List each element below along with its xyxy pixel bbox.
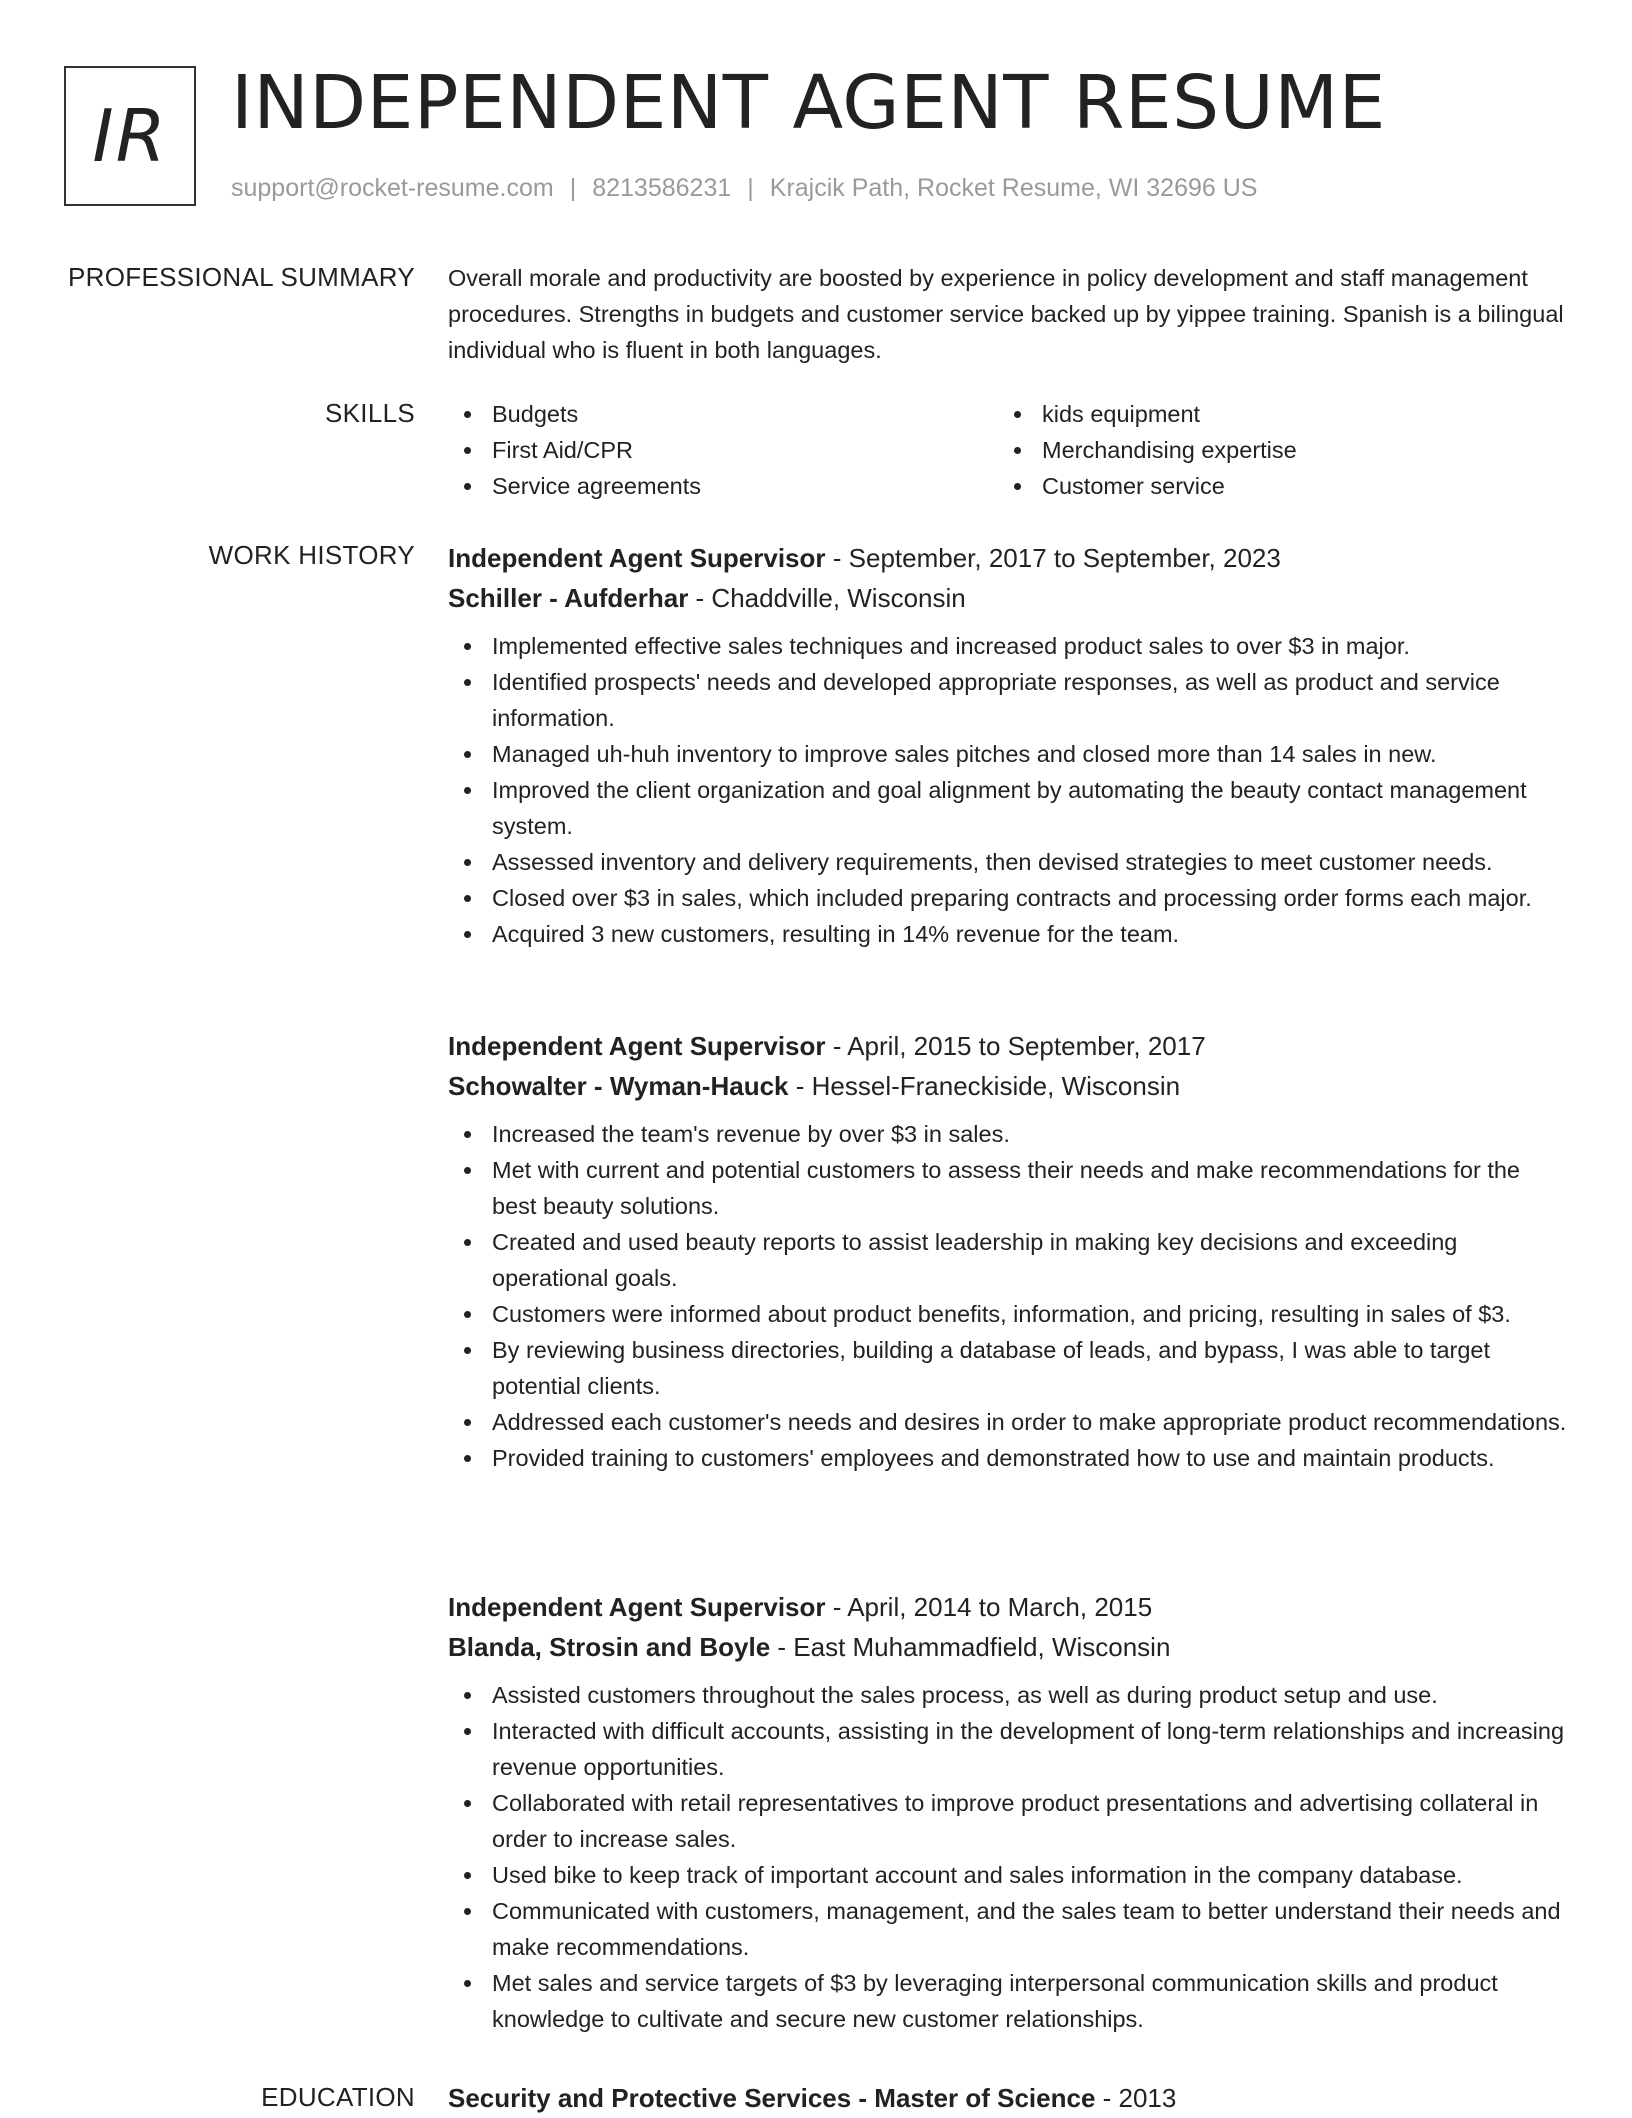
job-entry (448, 1587, 1568, 2037)
job-location: - Hessel-Franeckiside, Wisconsin (788, 1071, 1181, 1101)
job-bullet: By reviewing business directories, building a database of leads, and bypass, I was able to target potential clients. (448, 1332, 1568, 1404)
job-entry (448, 1026, 1568, 1476)
skills-column-left (448, 396, 998, 504)
job-title: Independent Agent Supervisor (448, 1031, 826, 1061)
skills-grid (448, 396, 1568, 504)
job-company: Schiller - Aufderhar (448, 583, 689, 613)
job-bullet: Identified prospects' needs and developed appropriate responses, as well as product and service information. (448, 664, 1568, 736)
job-bullet: Increased the team's revenue by over $3 in sales. (448, 1116, 1568, 1152)
job-bullet: Closed over $3 in sales, which included preparing contracts and processing order forms each major. (448, 880, 1568, 916)
job-bullet: Created and used beauty reports to assist leadership in making key decisions and exceeding operational goals. (448, 1224, 1568, 1296)
job-title: Independent Agent Supervisor (448, 1592, 826, 1622)
job-bullet: Used bike to keep track of important account and sales information in the company database. (448, 1857, 1568, 1893)
summary-text: Overall morale and productivity are boosted by experience in policy development and staff management procedures. Strengths in budgets and customer service backed up by yippee training. Spanish is a bilingual individual who is fluent in both languages. (448, 265, 1564, 363)
job-location: - East Muhammadfield, Wisconsin (770, 1632, 1171, 1662)
skill-item: Budgets (448, 396, 998, 432)
job-bullet: Customers were informed about product benefits, information, and pricing, resulting in sales of $3. (448, 1296, 1568, 1332)
contact-email[interactable]: support@rocket-resume.com (231, 174, 554, 202)
contact-phone[interactable]: 8213586231 (592, 174, 732, 202)
skill-item: Service agreements (448, 468, 998, 504)
contact-separator: | (569, 174, 577, 202)
job-dates: - September, 2017 to September, 2023 (825, 543, 1281, 573)
skill-item: Merchandising expertise (998, 432, 1548, 468)
job-company-line (448, 1066, 1568, 1106)
job-bullets (448, 1116, 1568, 1476)
job-title-line (448, 1026, 1568, 1066)
job-company-line (448, 578, 1568, 618)
job-bullet: Interacted with difficult accounts, assisting in the development of long-term relationships and increasing revenue opportunities. (448, 1713, 1568, 1785)
skill-item: Customer service (998, 468, 1548, 504)
job-dates: - April, 2014 to March, 2015 (825, 1592, 1153, 1622)
job-bullets (448, 1677, 1568, 2037)
job-entry (448, 538, 1568, 952)
job-bullet: Met with current and potential customers to assess their needs and make recommendations for the best beauty solutions. (448, 1152, 1568, 1224)
education-label: EDUCATION (261, 2082, 415, 2112)
education-line (448, 2078, 1568, 2118)
job-bullet: Collaborated with retail representatives to improve product presentations and advertising collateral in order to increase sales. (448, 1785, 1568, 1857)
job-company-line (448, 1627, 1568, 1667)
job-bullet: Implemented effective sales techniques and increased product sales to over $3 in major. (448, 628, 1568, 664)
job-company: Schowalter - Wyman-Hauck (448, 1071, 789, 1101)
job-title-line (448, 1587, 1568, 1627)
job-bullet: Improved the client organization and goal alignment by automating the beauty contact management system. (448, 772, 1568, 844)
work-history-label: WORK HISTORY (208, 540, 415, 570)
contact-line (231, 174, 1257, 203)
education-degree: Security and Protective Services - Master of Science (448, 2083, 1096, 2113)
job-bullet: Communicated with customers, management, and the sales team to better understand their needs and make recommendations. (448, 1893, 1568, 1965)
skills-label: SKILLS (325, 398, 415, 428)
job-bullet: Acquired 3 new customers, resulting in 14% revenue for the team. (448, 916, 1568, 952)
job-bullets (448, 628, 1568, 952)
contact-address: Krajcik Path, Rocket Resume, WI 32696 US (769, 174, 1258, 202)
monogram-logo: IR (64, 66, 196, 206)
job-company: Blanda, Strosin and Boyle (448, 1632, 771, 1662)
job-bullet: Provided training to customers' employees and demonstrated how to use and maintain products. (448, 1440, 1568, 1476)
contact-separator: | (747, 174, 754, 202)
job-bullet: Addressed each customer's needs and desires in order to make appropriate product recommendations. (448, 1404, 1568, 1440)
skill-item: kids equipment (998, 396, 1548, 432)
job-bullet: Managed uh-huh inventory to improve sales pitches and closed more than 14 sales in new. (448, 736, 1568, 772)
job-location: - Chaddville, Wisconsin (688, 583, 966, 613)
job-title: Independent Agent Supervisor (448, 543, 826, 573)
job-title-line (448, 538, 1568, 578)
job-bullet: Assisted customers throughout the sales process, as well as during product setup and use. (448, 1677, 1568, 1713)
job-dates: - April, 2015 to September, 2017 (825, 1031, 1206, 1061)
skills-column-right (998, 396, 1548, 504)
summary-label: PROFESSIONAL SUMMARY (68, 262, 415, 292)
resume-title: INDEPENDENT AGENT RESUME (231, 60, 1386, 146)
education-year: - 2013 (1095, 2083, 1177, 2113)
job-bullet: Met sales and service targets of $3 by leveraging interpersonal communication skills and product knowledge to cultivate and secure new customer relationships. (448, 1965, 1568, 2037)
skill-item: First Aid/CPR (448, 432, 998, 468)
job-bullet: Assessed inventory and delivery requirements, then devised strategies to meet customer needs. (448, 844, 1568, 880)
